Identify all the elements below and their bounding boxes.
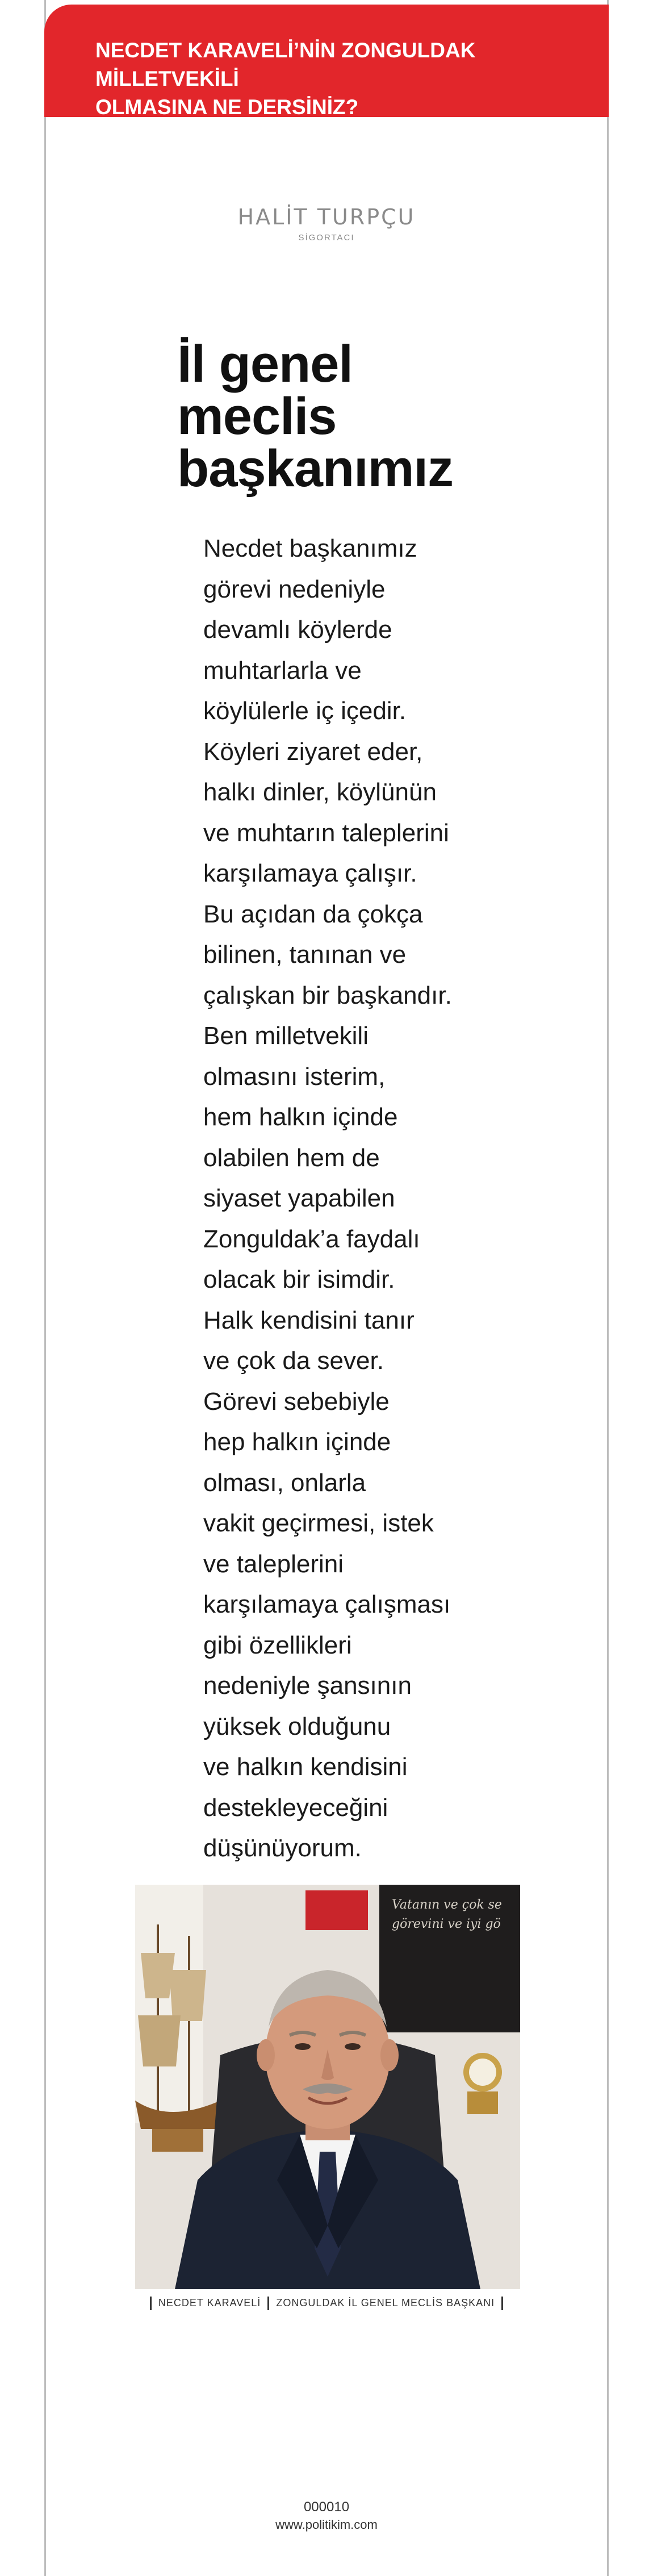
body-line: hep halkın içinde <box>203 1428 391 1456</box>
author-block <box>0 204 653 243</box>
header-banner <box>44 5 609 117</box>
portrait-photo <box>135 1885 520 2289</box>
portrait-illustration <box>135 1885 520 2289</box>
article-body <box>203 528 476 1869</box>
body-line: ve halkın kendisini <box>203 1753 408 1781</box>
body-line: ve muhtarın taleplerini <box>203 819 449 847</box>
wall-text: görevini ve iyi gö <box>392 1917 501 1931</box>
body-line: siyaset yapabilen <box>203 1184 395 1212</box>
body-line: halkı dinler, köylünün <box>203 778 437 806</box>
body-line: Zonguldak’a faydalı <box>203 1225 420 1253</box>
body-line: Halk kendisini tanır <box>203 1306 415 1334</box>
body-line: Bu açıdan da çokça <box>203 900 423 928</box>
caption-divider <box>150 2297 152 2310</box>
photo-caption <box>0 2297 653 2310</box>
body-line: görevi nedeniyle <box>203 575 386 603</box>
body-line: olabilen hem de <box>203 1143 380 1172</box>
caption-divider <box>501 2297 503 2310</box>
body-line: nedeniyle şansının <box>203 1672 412 1700</box>
body-line: vakit geçirmesi, istek <box>203 1509 434 1537</box>
author-title: SİGORTACI <box>298 233 355 243</box>
body-line: ve çok da sever. <box>203 1347 384 1375</box>
page-number: 000010 <box>303 2499 350 2515</box>
body-line: Ben milletvekili <box>203 1022 369 1050</box>
author-name: HALİT TURPÇU <box>237 204 416 229</box>
body-line: hem halkın içinde <box>203 1103 398 1131</box>
headline-line: başkanımız <box>177 440 453 498</box>
body-line: çalışkan bir başkandır. <box>203 981 452 1009</box>
body-line: olacak bir isimdir. <box>203 1266 395 1293</box>
body-line: olmasını isterim, <box>203 1062 386 1091</box>
body-line: devamlı köylerde <box>203 616 392 644</box>
body-line: Köyleri ziyaret eder, <box>203 737 423 766</box>
desk-clock <box>463 2053 502 2114</box>
body-line: olması, onlarla <box>203 1468 366 1497</box>
banner-title-line-2: OLMASINA NE DERSİNİZ? <box>95 95 359 119</box>
body-line: muhtarlarla ve <box>203 656 362 684</box>
caption-role: ZONGULDAK İL GENEL MECLİS BAŞKANI <box>276 2297 495 2308</box>
caption-name: NECDET KARAVELİ <box>158 2297 261 2308</box>
banner-title-line-1: NECDET KARAVELİ’NİN ZONGULDAK MİLLETVEKİLİ <box>95 39 476 90</box>
site-url: www.politikim.com <box>275 2517 378 2532</box>
body-line: Görevi sebebiyle <box>203 1387 390 1416</box>
page-footer <box>0 2499 653 2532</box>
caption-divider <box>267 2297 269 2310</box>
body-line: bilinen, tanınan ve <box>203 941 407 968</box>
body-line: gibi özellikleri <box>203 1631 352 1659</box>
body-line: Necdet başkanımız <box>203 535 417 562</box>
headline-line: meclis <box>177 387 337 445</box>
headline-line: İl genel <box>177 335 353 393</box>
article-headline <box>177 335 495 498</box>
body-line: karşılamaya çalışması <box>203 1590 451 1618</box>
body-line: destekleyeceğini <box>203 1793 388 1822</box>
body-line: köylülerle iç içedir. <box>203 697 407 725</box>
body-line: düşünüyorum. <box>203 1834 362 1862</box>
body-line: yüksek olduğunu <box>203 1712 391 1740</box>
body-line: karşılamaya çalışır. <box>203 859 417 887</box>
body-line: ve taleplerini <box>203 1550 344 1578</box>
wall-text: Vatanın ve çok se <box>392 1898 502 1912</box>
